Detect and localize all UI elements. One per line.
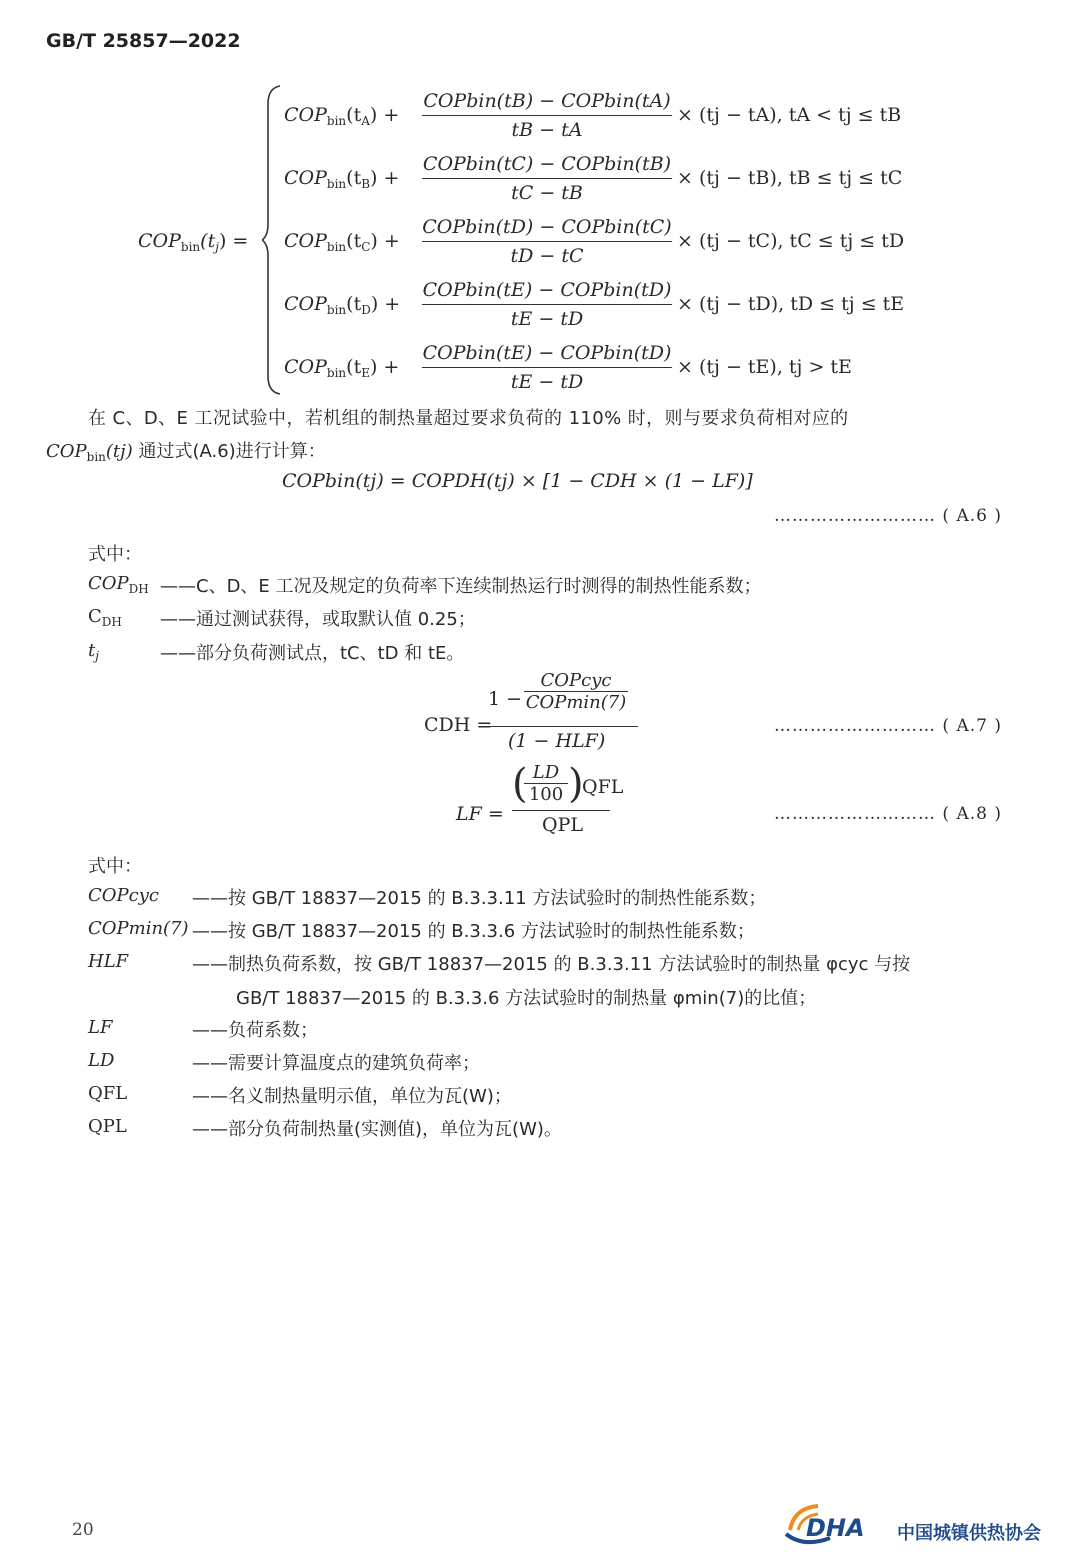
desc-hlf-continued: GB/T 18837—2015 的 B.3.3.6 方法试验时的制热量 φmin(7)的比值； [236,988,817,1009]
page-number: 20 [72,1520,94,1540]
case-4-numerator: COPbin(tE) − COPbin(tD) [422,279,672,301]
desc-qpl: ——部分负荷制热量(实测值)，单位为瓦(W)。 [192,1119,562,1140]
symbol-hlf: HLF [88,951,129,972]
paragraph-line-1: 在 C、D、E 工况试验中，若机组的制热量超过要求负荷的 110% 时，则与要求负荷相对应的 [88,408,849,429]
symbol-cop-cyc: COPcyc [88,885,159,906]
desc-cop-cyc: ——按 GB/T 18837—2015 的 B.3.3.11 方法试验时的制热性能系数； [192,888,767,909]
desc-cop-dh: ——C、D、E 工况及规定的负荷率下连续制热运行时测得的制热性能系数； [160,576,762,597]
case-3-condition: × (tj − tC), tC ≤ tj ≤ tD [677,230,905,252]
equation-a6: COPbin(tj) = COPDH(tj) × [1 − CDH × (1 − LF)] [282,470,753,492]
paragraph-line-2: $COP_{bin}(tj)$ 通过式(A.6)进行计算： [46,441,326,464]
case-2-denominator: tC − tB [511,182,583,204]
symbol-ld: LD [88,1050,115,1071]
symbol-qfl: QFL [88,1083,128,1104]
equation-a7-number: ……………………… ( A.7 ) [774,716,1002,736]
desc-c-dh: ——通过测试获得，或取默认值 0.25； [160,609,476,630]
symbol-qpl: QPL [88,1116,127,1137]
case-5-condition: × (tj − tE), tj > tE [677,356,852,378]
case-1-condition: × (tj − tA), tA < tj ≤ tB [677,104,902,126]
left-brace [262,84,282,396]
case-5-denominator: tE − tD [510,371,584,393]
organization-name: 中国城镇供热协会 [897,1523,1041,1544]
case-1-denominator: tB − tA [511,119,583,141]
where-label-2: 式中： [88,856,142,877]
case-4-denominator: tE − tD [510,308,584,330]
svg-text:DHA: DHA [806,1514,865,1542]
symbol-cop-dh: $COP_{DH}$ [88,573,149,596]
symbol-tj: $t_j$ [88,640,99,663]
equation-a7-fraction: 1 − COPcyc COPmin(7) (1 − HLF) [488,670,640,756]
symbol-lf: LF [88,1017,113,1038]
equation-a8-lhs: LF = [456,803,504,825]
piecewise-lhs: $COP_{bin}(t_j)$ = [138,230,249,254]
desc-tj: ——部分负荷测试点，tC、tD 和 tE。 [160,643,465,664]
equation-a6-number: ……………………… ( A.6 ) [774,506,1002,526]
equation-a8-fraction: ( LD 100 ) QFL QPL [512,761,624,836]
case-4-condition: × (tj − tD), tD ≤ tj ≤ tE [677,293,905,315]
where-label-1: 式中： [88,544,142,565]
desc-lf: ——负荷系数； [192,1020,318,1041]
equation-a7-lhs: CDH = [424,714,493,736]
case-3-denominator: tD − tC [510,245,584,267]
case-1-numerator: COPbin(tB) − COPbin(tA) [423,90,671,112]
desc-cop-min7: ——按 GB/T 18837—2015 的 B.3.3.6 方法试验时的制热性能系数； [192,921,755,942]
desc-qfl: ——名义制热量明示值，单位为瓦(W)； [192,1086,512,1107]
desc-hlf: ——制热负荷系数，按 GB/T 18837—2015 的 B.3.3.11 方法试验时的制热量 φcyc 与按 [192,954,911,975]
case-3-numerator: COPbin(tD) − COPbin(tC) [422,216,672,238]
equation-a8-number: ……………………… ( A.8 ) [774,804,1002,824]
desc-ld: ——需要计算温度点的建筑负荷率； [192,1053,480,1074]
standard-number: GB/T 25857—2022 [46,30,241,52]
case-2-condition: × (tj − tB), tB ≤ tj ≤ tC [677,167,903,189]
case-2-numerator: COPbin(tC) − COPbin(tB) [422,153,672,175]
case-5-numerator: COPbin(tE) − COPbin(tD) [422,342,672,364]
symbol-c-dh: $C_{DH}$ [88,606,122,629]
symbol-cop-min7: COPmin(7) [88,918,189,939]
